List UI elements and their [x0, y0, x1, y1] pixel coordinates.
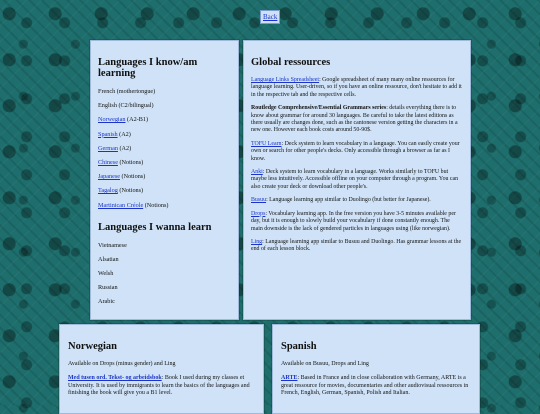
spanish-intro: Available on Busuu, Drops and Ling	[281, 361, 369, 367]
resource-description: : Google spreadsheet of many many online ressources for language learning. User-driven, so if you have an online ressource, don't hesitate to add it in the respective tab and the respective cells.	[251, 77, 462, 98]
wanted-languages-list	[98, 242, 231, 306]
resource-description: : details everything there is to know about grammar for around 30 languages. Be careful to take the latest editions as there usually are changes done, such as the cantonese version getting the characters in a new one. However each book costs around 50-90$.	[251, 105, 458, 134]
language-level: (A2-B1)	[125, 116, 149, 124]
resource-item	[251, 141, 463, 163]
resources-list	[251, 77, 463, 254]
language-link-spanish[interactable]: Spanish	[98, 130, 118, 138]
language-level: (Notions)	[120, 173, 146, 181]
resource-description: : Language learning app similar to Busuu and Duolingo. Has grammar lessons at the end of each lesson block.	[251, 238, 462, 253]
norwegian-panel	[59, 324, 264, 414]
wanted-language-item: Welsh	[98, 269, 114, 277]
resource-item	[251, 169, 463, 191]
language-link-norwegian[interactable]: Norwegian	[98, 116, 126, 124]
known-language-item[interactable]	[98, 173, 231, 180]
arte-link[interactable]: ARTE	[281, 375, 298, 382]
resource-item	[251, 77, 463, 99]
resource-name: Routledge Comprehensive/Essential Grammars series	[251, 105, 387, 112]
known-language-item[interactable]	[98, 159, 231, 166]
norwegian-intro: Available on Drops (minus gender) and Ling	[68, 361, 176, 367]
resource-description: : Deck system to learn vocabulary in a language. You can easily create your own or search for other people's decks. Only accessible through a browser as far as I know.	[251, 140, 460, 162]
resource-link-language-links-spreadsheet[interactable]: Language Links Spreadsheet	[251, 77, 320, 83]
language-level: (Notions)	[117, 187, 144, 195]
resource-item	[251, 105, 463, 135]
global-resources-title: Global ressources	[251, 57, 331, 68]
norwegian-resource	[68, 375, 255, 397]
norwegian-title: Norwegian	[68, 341, 117, 352]
wanted-language-item: Arabic	[98, 298, 115, 306]
resource-link-anki[interactable]: Anki	[251, 169, 263, 176]
known-language-item[interactable]	[98, 131, 231, 138]
resource-description: : Deck system to learn vocabulary in a language. Works similarly to TOFU but maybe less intuitively. Accessible offline on your computer through a program. You can also create your deck or download other people's.	[251, 169, 459, 190]
known-language-item[interactable]	[98, 145, 231, 152]
known-languages-list	[98, 88, 231, 209]
languages-panel	[90, 40, 239, 320]
language-link-martinican-creole[interactable]: Martinican Créole	[98, 201, 144, 209]
wanted-languages-title: Languages I wanna learn	[98, 221, 212, 233]
known-language-item[interactable]	[98, 116, 231, 123]
spanish-panel	[272, 324, 480, 414]
spanish-title: Spanish	[281, 341, 317, 352]
language-level: (Notions)	[117, 158, 144, 166]
language-level: French (mothertongue)	[98, 88, 156, 95]
resource-item	[251, 197, 463, 204]
back-button[interactable]: Back	[260, 10, 280, 24]
norwegian-book-link[interactable]: Med tusen ord. Tekst- og arbeidsbok	[68, 375, 162, 382]
language-link-japanese[interactable]: Japanese	[98, 173, 120, 181]
global-resources-panel	[243, 40, 471, 320]
wanted-language-item: Vietnamese	[98, 241, 127, 249]
resource-link-ling[interactable]: Ling	[251, 238, 263, 245]
language-link-tagalog[interactable]: Tagalog	[98, 187, 118, 195]
known-language-item[interactable]	[98, 202, 231, 209]
known-language-item[interactable]	[98, 187, 231, 194]
language-link-chinese[interactable]: Chinese	[98, 158, 118, 166]
language-level: English (C2/bilingual)	[98, 102, 154, 110]
resource-link-tofu-learn[interactable]: TOFU Learn	[251, 140, 282, 147]
wanted-language-item: Alsatian	[98, 255, 119, 263]
resource-link-drops[interactable]: Drops	[251, 210, 266, 217]
resource-description: : Language learning app similar to Duolingo (but better for Japanese).	[266, 197, 431, 204]
resource-link-busuu[interactable]: Busuu	[251, 197, 267, 204]
spanish-resource-text: : Based in France and in close collaboration with Germany, ARTE is a great ressource for movies, documentaries and other audiovisual ressources in French, English, German, Spanish, Polish and Italian.	[281, 375, 469, 397]
resource-item	[251, 239, 463, 254]
resource-item	[251, 211, 463, 233]
wanted-language-item: Russian	[98, 284, 118, 292]
norwegian-resource-text: : Book I used during my classes et University. It is used by immigrants to learn the basics of the languages and finishing the book will give you a B1 level.	[68, 375, 250, 397]
language-level: (A2)	[117, 130, 131, 138]
known-language-item	[98, 102, 231, 109]
language-level: (Notions)	[143, 201, 169, 209]
known-languages-title: Languages I know/am learning	[98, 57, 198, 79]
language-link-german[interactable]: German	[98, 144, 118, 152]
resource-description: : Vocabulary learning app. In the free version you have 3-5 minutes available per day, but it is enough to slowly build your vocabulary if done constantly enough. The main downside is the lack of gendered particles in languages using (like norwegian).	[251, 210, 456, 232]
known-language-item	[98, 88, 231, 95]
spanish-resource	[281, 375, 471, 397]
language-level: (A2)	[117, 144, 132, 152]
